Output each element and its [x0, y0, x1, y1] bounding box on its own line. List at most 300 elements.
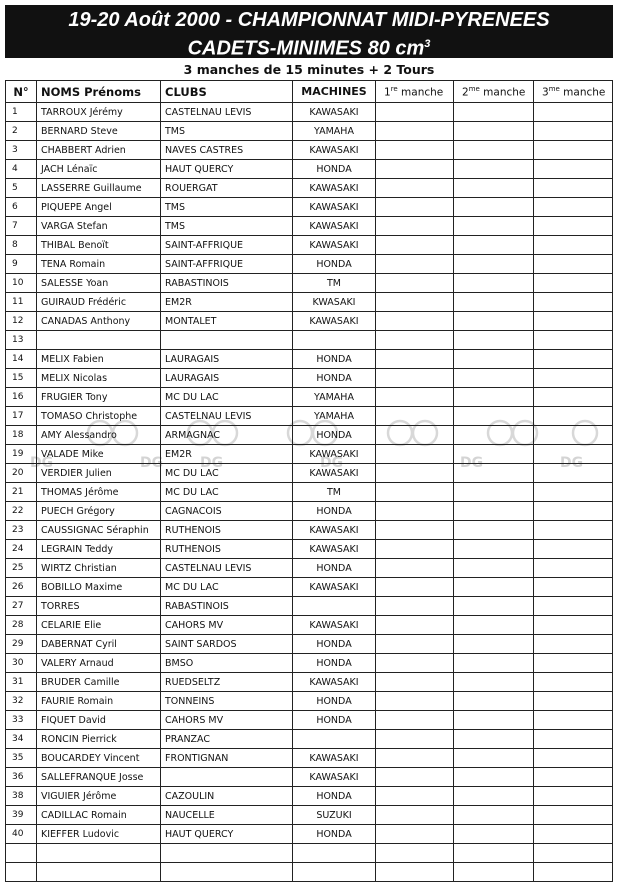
rider-number: 2: [6, 122, 37, 141]
rider-club: BMSO: [161, 654, 293, 673]
rider-club: LAURAGAIS: [161, 369, 293, 388]
heat-1-result-cell: [376, 521, 454, 540]
table-row: [6, 388, 613, 407]
heat-2-number: 2: [462, 86, 469, 99]
heat-3-result-cell: [534, 540, 613, 559]
heat-1-result-cell: [376, 217, 454, 236]
rider-machine: HONDA: [293, 255, 376, 274]
table-row: [6, 863, 613, 882]
rider-number: 29: [6, 635, 37, 654]
heat-3-result-cell: [534, 274, 613, 293]
heat-3-result-cell: [534, 806, 613, 825]
rider-name: WIRTZ Christian: [37, 559, 161, 578]
rider-machine: KAWASAKI: [293, 103, 376, 122]
rider-number: 38: [6, 787, 37, 806]
rider-name: FRUGIER Tony: [37, 388, 161, 407]
rider-number: 27: [6, 597, 37, 616]
rider-machine: HONDA: [293, 711, 376, 730]
heat-3-result-cell: [534, 236, 613, 255]
watermark-text: DG: [460, 455, 484, 471]
table-row: [6, 749, 613, 768]
rider-number: 39: [6, 806, 37, 825]
heat-1-sup: re: [390, 84, 398, 93]
rider-machine: YAMAHA: [293, 388, 376, 407]
rider-name: VERDIER Julien: [37, 464, 161, 483]
rider-machine: HONDA: [293, 502, 376, 521]
rider-number: 18: [6, 426, 37, 445]
rider-machine: KAWASAKI: [293, 749, 376, 768]
heat-2-result-cell: [454, 654, 534, 673]
heat-3-result-cell: [534, 198, 613, 217]
heat-2-result-cell: [454, 369, 534, 388]
heat-2-result-cell: [454, 255, 534, 274]
rider-machine: YAMAHA: [293, 122, 376, 141]
heat-3-result-cell: [534, 502, 613, 521]
col-header-heat-1: [376, 81, 454, 103]
table-row: [6, 274, 613, 293]
watermark-text: DG: [200, 455, 224, 471]
rider-number: 6: [6, 198, 37, 217]
rider-machine: HONDA: [293, 635, 376, 654]
heat-1-result-cell: [376, 844, 454, 863]
table-row: [6, 825, 613, 844]
table-row: [6, 122, 613, 141]
heat-3-result-cell: [534, 654, 613, 673]
table-row: [6, 312, 613, 331]
heat-1-result-cell: [376, 616, 454, 635]
heat-1-result-cell: [376, 483, 454, 502]
rider-machine: KAWASAKI: [293, 179, 376, 198]
table-row: [6, 331, 613, 350]
rider-name: CHABBERT Adrien: [37, 141, 161, 160]
heat-2-sup: me: [468, 84, 480, 93]
rider-number: 36: [6, 768, 37, 787]
rider-name: LASSERRE Guillaume: [37, 179, 161, 198]
page-subtitle-category: [5, 32, 613, 61]
rider-club: NAUCELLE: [161, 806, 293, 825]
rider-number: [6, 863, 37, 882]
rider-name: TENA Romain: [37, 255, 161, 274]
rider-name: THOMAS Jérôme: [37, 483, 161, 502]
heat-3-result-cell: [534, 350, 613, 369]
rider-club: [161, 768, 293, 787]
rider-name: FIQUET David: [37, 711, 161, 730]
rider-number: 15: [6, 369, 37, 388]
rider-number: 23: [6, 521, 37, 540]
page-title: 19-20 Août 2000 - CHAMPIONNAT MIDI-PYRENEES: [68, 9, 550, 31]
heat-2-result-cell: [454, 445, 534, 464]
heat-2-result-cell: [454, 578, 534, 597]
heat-1-result-cell: [376, 274, 454, 293]
table-row: [6, 255, 613, 274]
heat-1-result-cell: [376, 768, 454, 787]
table-row: [6, 673, 613, 692]
heat-1-result-cell: [376, 597, 454, 616]
rider-club: TMS: [161, 198, 293, 217]
heat-3-result-cell: [534, 331, 613, 350]
heat-1-result-cell: [376, 559, 454, 578]
heat-3-sup: me: [548, 84, 560, 93]
rider-name: DABERNAT Cyril: [37, 635, 161, 654]
heat-2-result-cell: [454, 483, 534, 502]
heat-3-result-cell: [534, 863, 613, 882]
rider-name: JACH Lénaïc: [37, 160, 161, 179]
table-row: [6, 559, 613, 578]
col-header-name: NOMS Prénoms: [37, 81, 161, 103]
heat-3-result-cell: [534, 160, 613, 179]
rider-club: SAINT-AFFRIQUE: [161, 255, 293, 274]
rider-club: [161, 844, 293, 863]
heat-1-result-cell: [376, 255, 454, 274]
rider-name: SALESSE Yoan: [37, 274, 161, 293]
rider-machine: YAMAHA: [293, 407, 376, 426]
table-row: [6, 217, 613, 236]
rider-number: 32: [6, 692, 37, 711]
rider-club: EM2R: [161, 445, 293, 464]
rider-club: LAURAGAIS: [161, 350, 293, 369]
rider-machine: KAWASAKI: [293, 616, 376, 635]
rider-number: 26: [6, 578, 37, 597]
heat-3-result-cell: [534, 217, 613, 236]
heat-2-result-cell: [454, 711, 534, 730]
heat-2-result-cell: [454, 768, 534, 787]
heat-1-result-cell: [376, 407, 454, 426]
rider-club: HAUT QUERCY: [161, 825, 293, 844]
heat-3-result-cell: [534, 844, 613, 863]
rider-club: MC DU LAC: [161, 483, 293, 502]
rider-club: CAHORS MV: [161, 616, 293, 635]
rider-number: 12: [6, 312, 37, 331]
heat-3-result-cell: [534, 179, 613, 198]
heat-3-result-cell: [534, 293, 613, 312]
heat-1-result-cell: [376, 673, 454, 692]
rider-machine: KAWASAKI: [293, 578, 376, 597]
heat-1-result-cell: [376, 312, 454, 331]
table-row: [6, 616, 613, 635]
rider-name: GUIRAUD Frédéric: [37, 293, 161, 312]
rider-number: 11: [6, 293, 37, 312]
category-text: CADETS-MINIMES 80 cm: [187, 37, 425, 60]
rider-machine: HONDA: [293, 426, 376, 445]
heat-3-number: 3: [542, 86, 549, 99]
col-header-machine: MACHINES: [293, 81, 376, 103]
heat-1-label: manche: [397, 86, 444, 99]
heat-2-result-cell: [454, 521, 534, 540]
rider-club: MC DU LAC: [161, 578, 293, 597]
heat-1-result-cell: [376, 122, 454, 141]
table-row: [6, 711, 613, 730]
rider-name: PUECH Grégory: [37, 502, 161, 521]
heat-3-result-cell: [534, 559, 613, 578]
heat-2-result-cell: [454, 787, 534, 806]
heat-3-result-cell: [534, 426, 613, 445]
rider-name: SALLEFRANQUE Josse: [37, 768, 161, 787]
heat-2-result-cell: [454, 540, 534, 559]
rider-club: [161, 331, 293, 350]
rider-number: 33: [6, 711, 37, 730]
table-row: [6, 293, 613, 312]
rider-name: BRUDER Camille: [37, 673, 161, 692]
heat-2-result-cell: [454, 806, 534, 825]
rider-number: 10: [6, 274, 37, 293]
heat-1-result-cell: [376, 692, 454, 711]
rider-number: 21: [6, 483, 37, 502]
heat-2-result-cell: [454, 198, 534, 217]
table-row: [6, 464, 613, 483]
heat-3-label: manche: [559, 86, 606, 99]
watermark-text: DG: [140, 455, 164, 471]
rider-name: [37, 844, 161, 863]
rider-machine: KAWASAKI: [293, 312, 376, 331]
rider-number: 13: [6, 331, 37, 350]
rider-number: 19: [6, 445, 37, 464]
rider-machine: HONDA: [293, 559, 376, 578]
heat-1-result-cell: [376, 350, 454, 369]
col-header-number: N°: [6, 81, 37, 103]
heat-3-result-cell: [534, 578, 613, 597]
heat-3-result-cell: [534, 825, 613, 844]
table-row: [6, 578, 613, 597]
table-row: [6, 483, 613, 502]
heat-1-result-cell: [376, 787, 454, 806]
table-row: [6, 103, 613, 122]
heat-3-result-cell: [534, 464, 613, 483]
heat-3-result-cell: [534, 407, 613, 426]
table-row: [6, 350, 613, 369]
col-header-heat-2: [454, 81, 534, 103]
heat-1-result-cell: [376, 863, 454, 882]
rider-club: CASTELNAU LEVIS: [161, 407, 293, 426]
table-row: [6, 768, 613, 787]
heat-2-result-cell: [454, 730, 534, 749]
rider-number: 16: [6, 388, 37, 407]
heat-2-result-cell: [454, 863, 534, 882]
rider-name: MELIX Fabien: [37, 350, 161, 369]
rider-machine: KAWASAKI: [293, 673, 376, 692]
rider-name: CADILLAC Romain: [37, 806, 161, 825]
rider-club: RUTHENOIS: [161, 540, 293, 559]
rider-club: CAZOULIN: [161, 787, 293, 806]
rider-number: 8: [6, 236, 37, 255]
table-row: [6, 692, 613, 711]
rider-machine: KWASAKI: [293, 293, 376, 312]
heat-1-result-cell: [376, 236, 454, 255]
heat-1-result-cell: [376, 388, 454, 407]
heat-1-result-cell: [376, 293, 454, 312]
table-row: [6, 597, 613, 616]
table-row: [6, 806, 613, 825]
heat-2-result-cell: [454, 160, 534, 179]
heat-1-result-cell: [376, 179, 454, 198]
heat-2-result-cell: [454, 388, 534, 407]
heat-3-result-cell: [534, 103, 613, 122]
heat-3-result-cell: [534, 312, 613, 331]
table-row: [6, 141, 613, 160]
rider-machine: KAWASAKI: [293, 198, 376, 217]
rider-machine: KAWASAKI: [293, 217, 376, 236]
heat-2-result-cell: [454, 179, 534, 198]
heat-1-result-cell: [376, 464, 454, 483]
heat-3-result-cell: [534, 692, 613, 711]
rider-machine: TM: [293, 274, 376, 293]
rider-machine: HONDA: [293, 692, 376, 711]
rider-club: MC DU LAC: [161, 388, 293, 407]
rider-machine: KAWASAKI: [293, 540, 376, 559]
rider-machine: [293, 863, 376, 882]
rider-number: 20: [6, 464, 37, 483]
rider-number: 31: [6, 673, 37, 692]
rider-number: 4: [6, 160, 37, 179]
table-row: [6, 369, 613, 388]
heat-1-result-cell: [376, 540, 454, 559]
heat-2-result-cell: [454, 502, 534, 521]
cm3-superscript: 3: [424, 38, 431, 50]
rider-name: FAURIE Romain: [37, 692, 161, 711]
rider-club: CASTELNAU LEVIS: [161, 103, 293, 122]
rider-club: NAVES CASTRES: [161, 141, 293, 160]
heat-3-result-cell: [534, 749, 613, 768]
heat-3-result-cell: [534, 521, 613, 540]
rider-club: CAGNACOIS: [161, 502, 293, 521]
rider-number: 22: [6, 502, 37, 521]
rider-club: EM2R: [161, 293, 293, 312]
heat-2-result-cell: [454, 559, 534, 578]
rider-machine: HONDA: [293, 787, 376, 806]
rider-club: CASTELNAU LEVIS: [161, 559, 293, 578]
heat-1-result-cell: [376, 749, 454, 768]
heat-1-result-cell: [376, 711, 454, 730]
rider-name: THIBAL Benoït: [37, 236, 161, 255]
rider-name: [37, 331, 161, 350]
title-banner: [5, 5, 613, 58]
rider-number: 17: [6, 407, 37, 426]
heat-2-result-cell: [454, 635, 534, 654]
heat-1-result-cell: [376, 369, 454, 388]
rider-machine: HONDA: [293, 350, 376, 369]
heat-1-result-cell: [376, 198, 454, 217]
rider-name: BERNARD Steve: [37, 122, 161, 141]
heat-2-result-cell: [454, 293, 534, 312]
heat-1-result-cell: [376, 426, 454, 445]
watermark-text: DG: [30, 455, 54, 471]
rider-machine: KAWASAKI: [293, 521, 376, 540]
table-row: [6, 198, 613, 217]
heat-3-result-cell: [534, 483, 613, 502]
rider-name: CANADAS Anthony: [37, 312, 161, 331]
heat-3-result-cell: [534, 122, 613, 141]
rider-name: BOUCARDEY Vincent: [37, 749, 161, 768]
heat-2-result-cell: [454, 825, 534, 844]
rider-name: LEGRAIN Teddy: [37, 540, 161, 559]
col-header-club: CLUBS: [161, 81, 293, 103]
rider-number: 25: [6, 559, 37, 578]
heat-2-result-cell: [454, 464, 534, 483]
rider-club: ROUERGAT: [161, 179, 293, 198]
rider-machine: KAWASAKI: [293, 445, 376, 464]
rider-club: TMS: [161, 217, 293, 236]
heat-1-result-cell: [376, 502, 454, 521]
rider-club: TONNEINS: [161, 692, 293, 711]
rider-club: PRANZAC: [161, 730, 293, 749]
rider-club: MC DU LAC: [161, 464, 293, 483]
heat-3-result-cell: [534, 673, 613, 692]
heat-1-result-cell: [376, 825, 454, 844]
rider-name: VIGUIER Jérôme: [37, 787, 161, 806]
table-row: [6, 160, 613, 179]
heat-2-result-cell: [454, 122, 534, 141]
rider-machine: HONDA: [293, 160, 376, 179]
rider-machine: HONDA: [293, 654, 376, 673]
table-row: [6, 654, 613, 673]
rider-name: CELARIE Elie: [37, 616, 161, 635]
heat-1-result-cell: [376, 654, 454, 673]
rider-name: VALADE Mike: [37, 445, 161, 464]
col-header-heat-3: [534, 81, 613, 103]
rider-number: 35: [6, 749, 37, 768]
rider-number: 7: [6, 217, 37, 236]
entry-list-table: [5, 80, 613, 882]
rider-club: RUTHENOIS: [161, 521, 293, 540]
table-body: [6, 103, 613, 882]
table-row: [6, 426, 613, 445]
rider-name: TORRES: [37, 597, 161, 616]
rider-machine: HONDA: [293, 825, 376, 844]
rider-name: BOBILLO Maxime: [37, 578, 161, 597]
rider-machine: KAWASAKI: [293, 236, 376, 255]
table-row: [6, 521, 613, 540]
rider-club: RABASTINOIS: [161, 597, 293, 616]
table-row: [6, 730, 613, 749]
heat-3-result-cell: [534, 616, 613, 635]
heat-1-result-cell: [376, 160, 454, 179]
heat-2-result-cell: [454, 331, 534, 350]
rider-club: SAINT-AFFRIQUE: [161, 236, 293, 255]
rider-number: 3: [6, 141, 37, 160]
heat-2-result-cell: [454, 597, 534, 616]
heat-3-result-cell: [534, 711, 613, 730]
heat-3-result-cell: [534, 369, 613, 388]
table-row: [6, 445, 613, 464]
heat-2-result-cell: [454, 749, 534, 768]
rider-club: [161, 863, 293, 882]
rider-number: 30: [6, 654, 37, 673]
rider-name: RONCIN Pierrick: [37, 730, 161, 749]
rider-club: RUEDSELTZ: [161, 673, 293, 692]
rider-machine: HONDA: [293, 369, 376, 388]
heat-3-result-cell: [534, 255, 613, 274]
table-row: [6, 502, 613, 521]
rider-number: 14: [6, 350, 37, 369]
heat-2-result-cell: [454, 350, 534, 369]
rider-number: 1: [6, 103, 37, 122]
heat-3-result-cell: [534, 768, 613, 787]
table-row: [6, 540, 613, 559]
rider-number: 5: [6, 179, 37, 198]
heat-3-result-cell: [534, 787, 613, 806]
watermark-text: DG: [320, 455, 344, 471]
rider-name: CAUSSIGNAC Séraphin: [37, 521, 161, 540]
heat-2-label: manche: [479, 86, 526, 99]
heat-1-result-cell: [376, 578, 454, 597]
heat-2-result-cell: [454, 844, 534, 863]
rider-name: KIEFFER Ludovic: [37, 825, 161, 844]
heat-3-result-cell: [534, 597, 613, 616]
rider-number: 24: [6, 540, 37, 559]
heat-2-result-cell: [454, 407, 534, 426]
table-row: [6, 407, 613, 426]
rider-machine: [293, 597, 376, 616]
rider-club: TMS: [161, 122, 293, 141]
